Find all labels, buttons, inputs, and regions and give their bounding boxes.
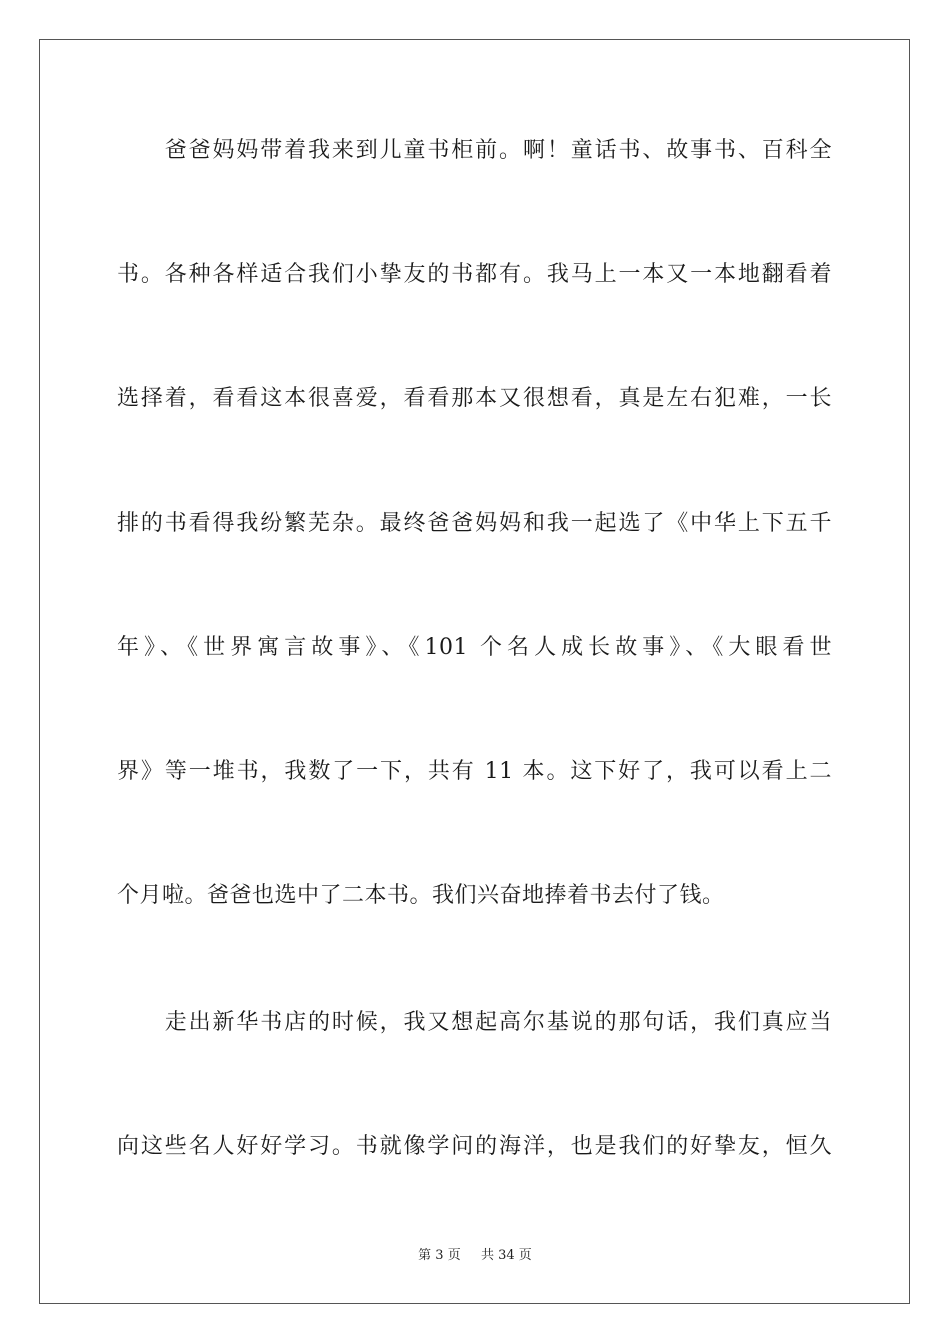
page-total: 共 34 页 bbox=[481, 1248, 532, 1263]
paragraph-line-2: 书。各种各样适合我们小挚友的书都有。我马上一本又一本地翻看着 bbox=[117, 262, 832, 287]
paragraph-line-8: 走出新华书店的时候，我又想起高尔基说的那句话，我们真应当 bbox=[117, 1010, 832, 1035]
paragraph-line-6: 界》等一堆书，我数了一下，共有 11 本。这下好了，我可以看上二 bbox=[117, 759, 832, 784]
page-border bbox=[39, 39, 910, 1304]
paragraph-line-5: 年》、《世界寓言故事》、《101 个名人成长故事》、《大眼看世 bbox=[117, 635, 832, 660]
page-number: 第 3 页 bbox=[418, 1248, 461, 1263]
paragraph-line-1: 爸爸妈妈带着我来到儿童书柜前。啊！童话书、故事书、百科全 bbox=[117, 138, 832, 163]
paragraph-line-4: 排的书看得我纷繁芜杂。最终爸爸妈妈和我一起选了《中华上下五千 bbox=[117, 511, 832, 536]
paragraph-line-7: 个月啦。爸爸也选中了二本书。我们兴奋地捧着书去付了钱。 bbox=[117, 883, 725, 908]
paragraph-line-3: 选择着，看看这本很喜爱，看看那本又很想看，真是左右犯难，一长 bbox=[117, 386, 832, 411]
page-footer bbox=[0, 1247, 950, 1265]
paragraph-line-9: 向这些名人好好学习。书就像学问的海洋，也是我们的好挚友，恒久 bbox=[117, 1134, 832, 1159]
